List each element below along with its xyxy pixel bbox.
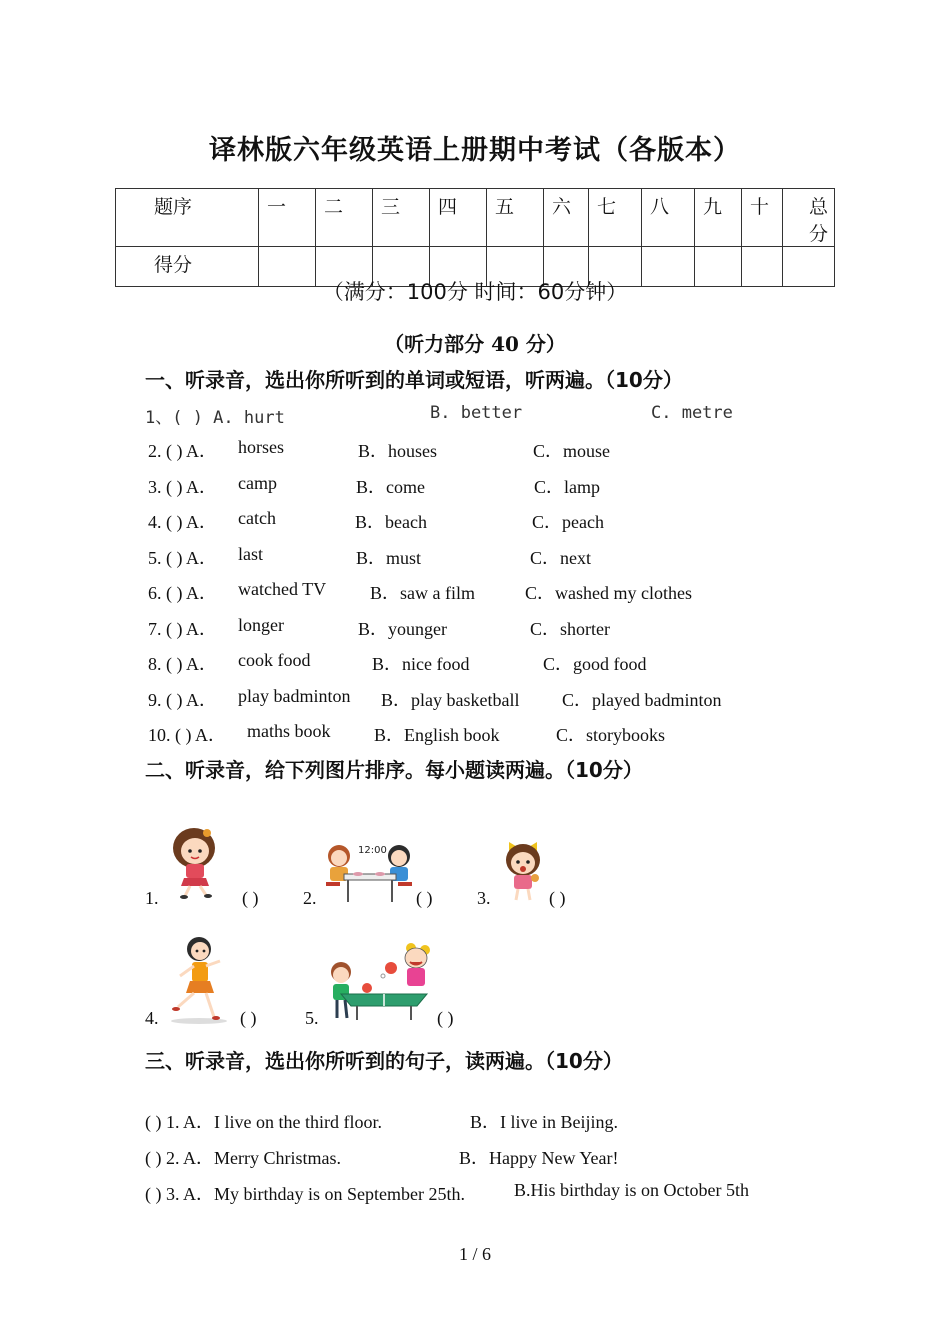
- option-a: cook food: [238, 650, 311, 670]
- picture-label-1: 1.: [145, 888, 159, 908]
- table-cell: 五: [487, 189, 544, 247]
- girl-walking-picture: [164, 826, 224, 900]
- option-c: C．peach: [532, 512, 604, 532]
- option-b: B．younger: [358, 619, 447, 639]
- girl-running-picture: [166, 933, 234, 1025]
- table-cell: 二: [316, 189, 373, 247]
- table-cell: 七: [589, 189, 642, 247]
- face-shape: [181, 838, 209, 864]
- option-a: watched TV: [238, 579, 327, 599]
- question-number: 7. ( ) A．: [148, 619, 217, 639]
- option-c: C．shorter: [530, 619, 610, 639]
- picture-label-5: 5.: [305, 1008, 319, 1028]
- table-cell: 总分: [783, 189, 835, 247]
- picture-label-2: 2.: [303, 888, 317, 908]
- option-a: play badminton: [238, 686, 351, 706]
- sentence-option-b: B．Happy New Year!: [459, 1148, 619, 1168]
- score-table: [115, 188, 835, 287]
- question-number: 8. ( ) A．: [148, 654, 217, 674]
- option-c: C．mouse: [533, 441, 611, 461]
- listening-heading: （听力部分 40 分）: [384, 332, 566, 356]
- option-b: B．English book: [374, 725, 500, 745]
- option-a: horses: [238, 437, 284, 457]
- option-b: B．play basketball: [381, 690, 520, 710]
- shirt-shape: [192, 962, 208, 982]
- option-c: C．good food: [543, 654, 647, 674]
- dress-shape: [186, 864, 204, 878]
- option-b: B．beach: [355, 512, 427, 532]
- section1-heading: 一、听录音，选出你所听到的单词或短语，听两遍。（10分）: [145, 368, 683, 392]
- question-1-c: C. metre: [651, 403, 733, 423]
- ping-pong-picture: [325, 942, 435, 1022]
- option-a: last: [238, 544, 263, 564]
- score-table-header-row: [116, 189, 835, 247]
- sentence-option-a: ( ) 1. A．I live on the third floor.: [145, 1112, 382, 1132]
- picture-label-4: 4.: [145, 1008, 159, 1028]
- option-a: camp: [238, 473, 277, 493]
- table-cell: 一: [259, 189, 316, 247]
- answer-blank[interactable]: ( ): [416, 888, 433, 908]
- option-a: catch: [238, 508, 276, 528]
- table-cell: 十: [742, 189, 783, 247]
- option-b: B．come: [356, 477, 425, 497]
- sentence-option-a: ( ) 3. A．My birthday is on September 25th.: [145, 1184, 465, 1204]
- option-b: B．saw a film: [370, 583, 475, 603]
- option-c: C．lamp: [534, 477, 600, 497]
- option-a: maths book: [247, 721, 331, 741]
- picture-label-3: 3.: [477, 888, 491, 908]
- lunch-table-picture: [322, 836, 414, 906]
- question-number: 5. ( ) A．: [148, 548, 217, 568]
- question-number: 3. ( ) A．: [148, 477, 217, 497]
- option-c: C．washed my clothes: [525, 583, 692, 603]
- question-number: 6. ( ) A．: [148, 583, 217, 603]
- question-number: 2. ( ) A．: [148, 441, 217, 461]
- table-cell: 九: [695, 189, 742, 247]
- question-1-b: B. better: [430, 403, 523, 423]
- sentence-option-b: B．I live in Beijing.: [470, 1112, 618, 1132]
- exam-info: （满分：100分 时间：60分钟）: [322, 280, 628, 304]
- page-number: 1 / 6: [458, 1244, 491, 1264]
- section3-heading: 三、听录音，选出你所听到的句子，读两遍。（10分）: [145, 1049, 623, 1073]
- table-cell: 八: [642, 189, 695, 247]
- table-cell: 三: [373, 189, 430, 247]
- sentence-option-b: B.His birthday is on October 5th: [514, 1180, 749, 1200]
- answer-blank[interactable]: ( ): [549, 888, 566, 908]
- option-b: B．must: [356, 548, 422, 568]
- option-b: B．nice food: [372, 654, 470, 674]
- table-cell: 四: [430, 189, 487, 247]
- girl-eating-picture: [499, 836, 547, 906]
- question-number: 9. ( ) A．: [148, 690, 217, 710]
- table-cell: 六: [544, 189, 589, 247]
- sentence-option-a: ( ) 2. A．Merry Christmas.: [145, 1148, 341, 1168]
- option-c: C．storybooks: [556, 725, 666, 745]
- option-b: B．houses: [358, 441, 438, 461]
- answer-blank[interactable]: ( ): [437, 1008, 454, 1028]
- option-c: C．next: [530, 548, 591, 568]
- question-number: 4. ( ) A．: [148, 512, 217, 532]
- table-cell: 题序: [116, 189, 259, 247]
- question-number: 10. ( ) A．: [148, 725, 226, 745]
- option-c: C．played badminton: [562, 690, 722, 710]
- table-cell: 得分: [116, 247, 259, 287]
- answer-blank[interactable]: ( ): [240, 1008, 257, 1028]
- question-1: 1、( ) A. hurt: [145, 408, 285, 428]
- answer-blank[interactable]: ( ): [242, 888, 259, 908]
- option-a: longer: [238, 615, 284, 635]
- page-title: 译林版六年级英语上册期中考试（各版本）: [209, 135, 741, 166]
- section2-heading: 二、听录音，给下列图片排序。每小题读两遍。（10分）: [145, 758, 643, 782]
- clock-text: 12:00: [358, 845, 387, 856]
